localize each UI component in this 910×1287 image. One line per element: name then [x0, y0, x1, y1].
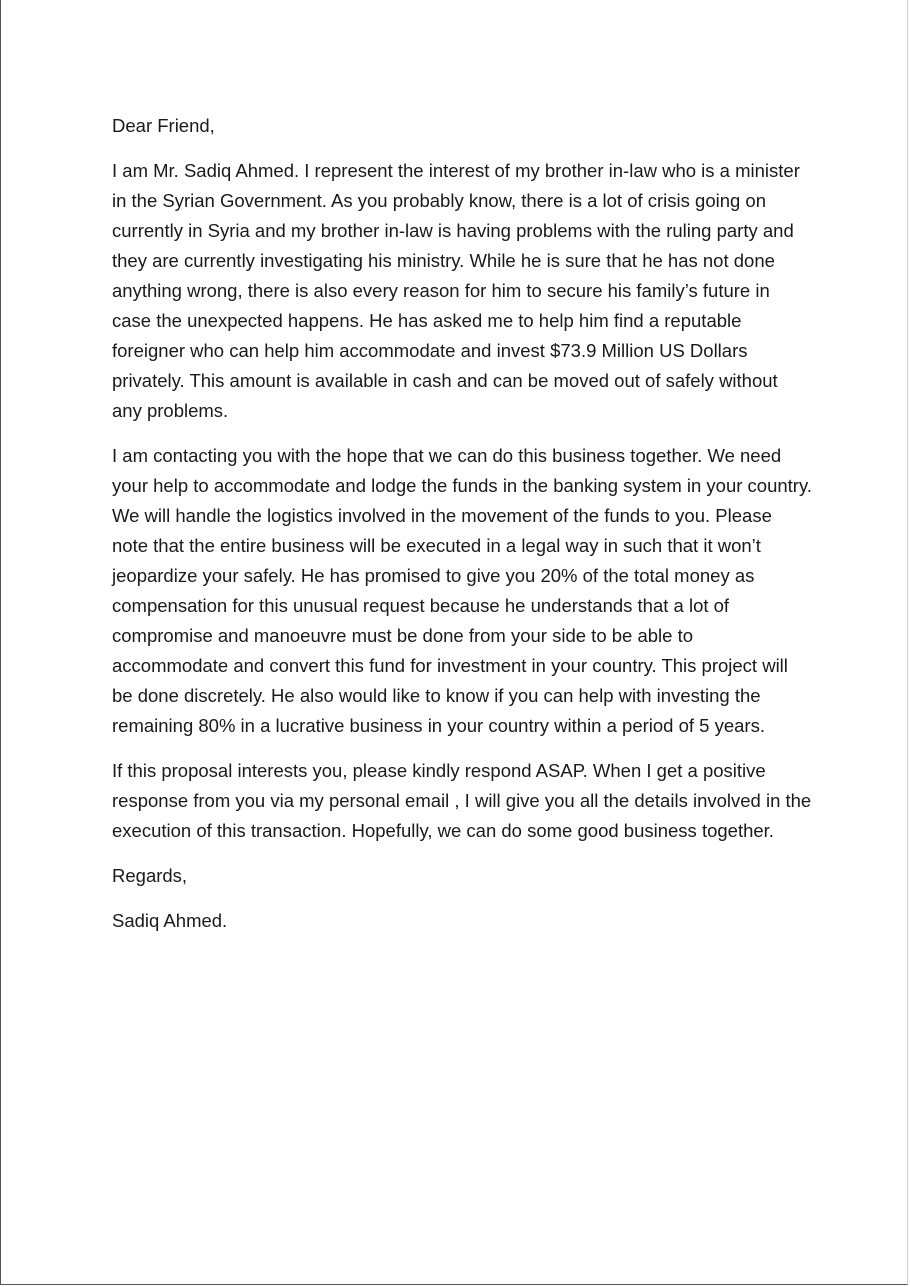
letter-paragraph-response: If this proposal interests you, please kindly respond ASAP. When I get a positive response from you via my personal email , I will give you all the details involved in the execution of this transaction. Hopefully, we can do some good business together. — [112, 760, 812, 841]
letter-body — [112, 111, 812, 951]
letter-paragraph-intro: I am Mr. Sadiq Ahmed. I represent the interest of my brother in-law who is a minister in the Syrian Government. As you probably know, there is a lot of crisis going on currently in Syria and my brother in-law is having problems with the ruling party and they are currently investigating his ministry. While he is sure that he has not done anything wrong, there is also every reason for him to secure his family’s future in case the unexpected happens. He has asked me to help him find a reputable foreigner who can help him accommodate and invest $73.9 Million US Dollars privately. This amount is available in cash and can be moved out of safely without any problems. — [112, 160, 800, 421]
letter-closing: Regards, — [112, 865, 188, 886]
letter-greeting: Dear Friend, — [112, 115, 215, 136]
letter-signature: Sadiq Ahmed. — [112, 910, 228, 931]
letter-paragraph-request: I am contacting you with the hope that we can do this business together. We need your help to accommodate and lodge the funds in the banking system in your country. We will handle the logistics involved in the movement of the funds to you. Please note that the entire business will be executed in a legal way in such that it won’t jeopardize your safely. He has promised to give you 20% of the total money as compensation for this unusual request because he understands that a lot of compromise and manoeuvre must be done from your side to be able to accommodate and convert this fund for investment in your country. This project will be done discretely. He also would like to know if you can help with investing the remaining 80% in a lucrative business in your country within a period of 5 years. — [112, 445, 812, 736]
